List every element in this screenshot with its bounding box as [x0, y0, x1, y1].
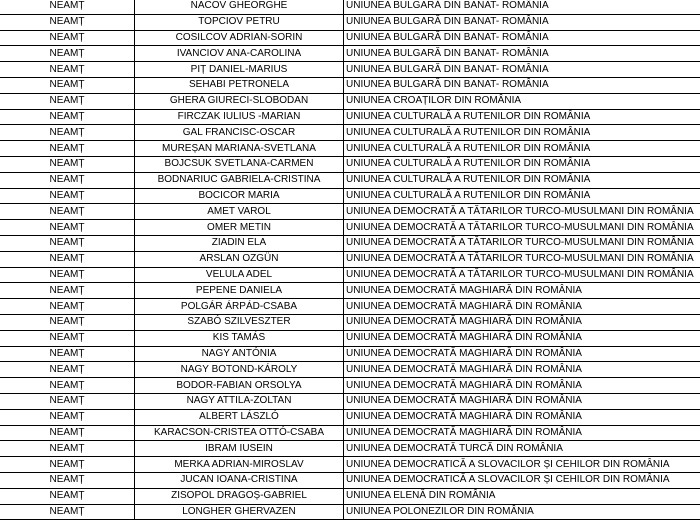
name-cell: IVANCIOV ANA-CAROLINA — [135, 46, 344, 62]
table-row — [0, 235, 700, 251]
name-cell: IBRAM IUSEIN — [135, 441, 344, 457]
organization-cell: UNIUNEA DEMOCRATĂ MAGHIARĂ DIN ROMÂNIA — [344, 393, 700, 409]
table-row — [0, 488, 700, 504]
name-cell: NAGY ATTILA-ZOLTAN — [135, 393, 344, 409]
county-cell: NEAMȚ — [0, 235, 135, 251]
name-cell: PIȚ DANIEL-MARIUS — [135, 62, 344, 78]
name-cell: BODOR-FABIAN ORSOLYA — [135, 378, 344, 394]
county-cell: NEAMȚ — [0, 472, 135, 488]
county-cell: NEAMȚ — [0, 77, 135, 93]
organization-cell: UNIUNEA BULGARĂ DIN BANAT- ROMÂNIA — [344, 62, 700, 78]
name-cell: MUREȘAN MARIANA-SVETLANA — [135, 141, 344, 157]
organization-cell: UNIUNEA BULGARĂ DIN BANAT- ROMÂNIA — [344, 77, 700, 93]
county-cell: NEAMȚ — [0, 393, 135, 409]
county-cell: NEAMȚ — [0, 14, 135, 30]
organization-cell: UNIUNEA DEMOCRATĂ MAGHIARĂ DIN ROMÂNIA — [344, 362, 700, 378]
organization-cell: UNIUNEA DEMOCRATĂ A TĂTARILOR TURCO-MUSULMANI DIN ROMÂNIA — [344, 220, 700, 236]
name-cell: SEHABI PETRONELA — [135, 77, 344, 93]
table-row — [0, 251, 700, 267]
organization-cell: UNIUNEA BULGARĂ DIN BANAT- ROMÂNIA — [344, 46, 700, 62]
county-cell: NEAMȚ — [0, 314, 135, 330]
name-cell: JUCAN IOANA-CRISTINA — [135, 472, 344, 488]
table-row — [0, 314, 700, 330]
county-cell: NEAMȚ — [0, 172, 135, 188]
county-cell: NEAMȚ — [0, 188, 135, 204]
county-cell: NEAMȚ — [0, 46, 135, 62]
county-cell: NEAMȚ — [0, 156, 135, 172]
county-cell: NEAMȚ — [0, 125, 135, 141]
organization-cell: UNIUNEA CULTURALĂ A RUTENILOR DIN ROMÂNIA — [344, 125, 700, 141]
table-row — [0, 409, 700, 425]
name-cell: KIS TAMÁS — [135, 330, 344, 346]
organization-cell: UNIUNEA BULGARĂ DIN BANAT- ROMÂNIA — [344, 0, 700, 14]
name-cell: BODNARIUC GABRIELA-CRISTINA — [135, 172, 344, 188]
county-cell: NEAMȚ — [0, 378, 135, 394]
table-row — [0, 14, 700, 30]
organization-cell: UNIUNEA DEMOCRATĂ MAGHIARĂ DIN ROMÂNIA — [344, 378, 700, 394]
table-row — [0, 330, 700, 346]
name-cell: NAGY BOTOND-KÁROLY — [135, 362, 344, 378]
name-cell: NACOV GHEORGHE — [135, 0, 344, 14]
name-cell: MERKA ADRIAN-MIROSLAV — [135, 457, 344, 473]
name-cell: FIRCZAK IULIUS -MARIAN — [135, 109, 344, 125]
organization-cell: UNIUNEA DEMOCRATĂ A TĂTARILOR TURCO-MUSULMANI DIN ROMÂNIA — [344, 235, 700, 251]
county-cell: NEAMȚ — [0, 457, 135, 473]
table-row — [0, 283, 700, 299]
table-row — [0, 378, 700, 394]
name-cell: COSILCOV ADRIAN-SORIN — [135, 30, 344, 46]
table-row — [0, 156, 700, 172]
organization-cell: UNIUNEA DEMOCRATĂ MAGHIARĂ DIN ROMÂNIA — [344, 346, 700, 362]
organization-cell: UNIUNEA DEMOCRATĂ MAGHIARĂ DIN ROMÂNIA — [344, 425, 700, 441]
table-row — [0, 393, 700, 409]
organization-cell: UNIUNEA DEMOCRATĂ A TĂTARILOR TURCO-MUSULMANI DIN ROMÂNIA — [344, 204, 700, 220]
county-cell: NEAMȚ — [0, 267, 135, 283]
organization-cell: UNIUNEA DEMOCRATICĂ A SLOVACILOR ȘI CEHILOR DIN ROMÂNIA — [344, 472, 700, 488]
name-cell: LONGHER GHERVAZEN — [135, 504, 344, 520]
table-row — [0, 472, 700, 488]
county-cell: NEAMȚ — [0, 30, 135, 46]
county-cell: NEAMȚ — [0, 0, 135, 14]
table-row — [0, 0, 700, 14]
county-cell: NEAMȚ — [0, 93, 135, 109]
organization-cell: UNIUNEA DEMOCRATICĂ A SLOVACILOR ȘI CEHILOR DIN ROMÂNIA — [344, 457, 700, 473]
county-cell: NEAMȚ — [0, 299, 135, 315]
county-cell: NEAMȚ — [0, 425, 135, 441]
county-cell: NEAMȚ — [0, 251, 135, 267]
table-row — [0, 125, 700, 141]
table-row — [0, 346, 700, 362]
organization-cell: UNIUNEA BULGARĂ DIN BANAT- ROMÂNIA — [344, 14, 700, 30]
county-cell: NEAMȚ — [0, 488, 135, 504]
organization-cell: UNIUNEA DEMOCRATĂ A TĂTARILOR TURCO-MUSULMANI DIN ROMÂNIA — [344, 267, 700, 283]
organization-cell: UNIUNEA CULTURALĂ A RUTENILOR DIN ROMÂNIA — [344, 172, 700, 188]
table-row — [0, 30, 700, 46]
organization-cell: UNIUNEA CROAȚILOR DIN ROMÂNIA — [344, 93, 700, 109]
organization-cell: UNIUNEA CULTURALĂ A RUTENILOR DIN ROMÂNIA — [344, 141, 700, 157]
county-cell: NEAMȚ — [0, 62, 135, 78]
table-row — [0, 299, 700, 315]
table-row — [0, 172, 700, 188]
county-cell: NEAMȚ — [0, 409, 135, 425]
county-cell: NEAMȚ — [0, 362, 135, 378]
organization-cell: UNIUNEA DEMOCRATĂ TURCĂ DIN ROMÂNIA — [344, 441, 700, 457]
county-cell: NEAMȚ — [0, 283, 135, 299]
table-row — [0, 46, 700, 62]
name-cell: AMET VAROL — [135, 204, 344, 220]
name-cell: ARSLAN OZGÜN — [135, 251, 344, 267]
name-cell: BOJCSUK SVETLANA-CARMEN — [135, 156, 344, 172]
organization-cell: UNIUNEA DEMOCRATĂ MAGHIARĂ DIN ROMÂNIA — [344, 283, 700, 299]
name-cell: BOCICOR MARIA — [135, 188, 344, 204]
organization-cell: UNIUNEA DEMOCRATĂ MAGHIARĂ DIN ROMÂNIA — [344, 330, 700, 346]
name-cell: KARACSON-CRISTEA OTTÓ-CSABA — [135, 425, 344, 441]
table-row — [0, 77, 700, 93]
table-row — [0, 204, 700, 220]
county-cell: NEAMȚ — [0, 204, 135, 220]
table-row — [0, 109, 700, 125]
table-row — [0, 93, 700, 109]
organization-cell: UNIUNEA DEMOCRATĂ MAGHIARĂ DIN ROMÂNIA — [344, 299, 700, 315]
name-cell: POLGÁR ÁRPÁD-CSABA — [135, 299, 344, 315]
name-cell: ZISOPOL DRAGOȘ-GABRIEL — [135, 488, 344, 504]
table-row — [0, 220, 700, 236]
organization-cell: UNIUNEA BULGARĂ DIN BANAT- ROMÂNIA — [344, 30, 700, 46]
county-cell: NEAMȚ — [0, 441, 135, 457]
name-cell: ALBERT LÁSZLÓ — [135, 409, 344, 425]
organization-cell: UNIUNEA POLONEZILOR DIN ROMÂNIA — [344, 504, 700, 520]
county-cell: NEAMȚ — [0, 330, 135, 346]
table-row — [0, 457, 700, 473]
table-row — [0, 504, 700, 520]
name-cell: SZABÓ SZILVESZTER — [135, 314, 344, 330]
table-row — [0, 441, 700, 457]
organization-cell: UNIUNEA CULTURALĂ A RUTENILOR DIN ROMÂNIA — [344, 109, 700, 125]
organization-cell: UNIUNEA CULTURALĂ A RUTENILOR DIN ROMÂNIA — [344, 188, 700, 204]
organization-cell: UNIUNEA DEMOCRATĂ MAGHIARĂ DIN ROMÂNIA — [344, 314, 700, 330]
county-cell: NEAMȚ — [0, 109, 135, 125]
name-cell: GAL FRANCISC-OSCAR — [135, 125, 344, 141]
county-cell: NEAMȚ — [0, 504, 135, 520]
table-row — [0, 425, 700, 441]
name-cell: GHERA GIURECI-SLOBODAN — [135, 93, 344, 109]
table-row — [0, 362, 700, 378]
table-row — [0, 62, 700, 78]
table-row — [0, 267, 700, 283]
name-cell: OMER METIN — [135, 220, 344, 236]
name-cell: ZIADIN ELA — [135, 235, 344, 251]
name-cell: VELULA ADEL — [135, 267, 344, 283]
organization-cell: UNIUNEA DEMOCRATĂ MAGHIARĂ DIN ROMÂNIA — [344, 409, 700, 425]
table-row — [0, 188, 700, 204]
name-cell: NAGY ANTÓNIA — [135, 346, 344, 362]
organization-cell: UNIUNEA ELENĂ DIN ROMÂNIA — [344, 488, 700, 504]
organization-cell: UNIUNEA CULTURALĂ A RUTENILOR DIN ROMÂNIA — [344, 156, 700, 172]
name-cell: TOPCIOV PETRU — [135, 14, 344, 30]
county-cell: NEAMȚ — [0, 346, 135, 362]
organization-cell: UNIUNEA DEMOCRATĂ A TĂTARILOR TURCO-MUSULMANI DIN ROMÂNIA — [344, 251, 700, 267]
county-cell: NEAMȚ — [0, 141, 135, 157]
table-row — [0, 141, 700, 157]
county-cell: NEAMȚ — [0, 220, 135, 236]
name-cell: PEPENE DANIELA — [135, 283, 344, 299]
